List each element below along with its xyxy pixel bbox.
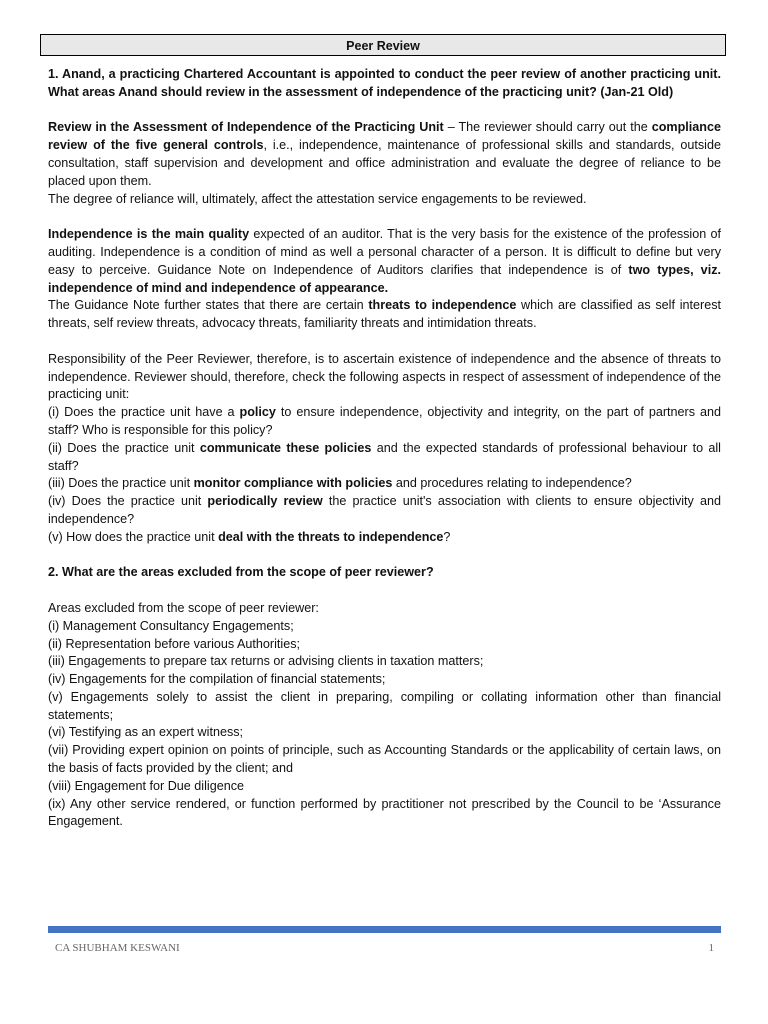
spacer: [48, 547, 721, 565]
spacer: [48, 333, 721, 351]
list-item: (i) Management Consultancy Engagements;: [48, 618, 294, 633]
question-2: 2. What are the areas excluded from the scope of peer reviewer?: [48, 565, 434, 580]
q1-paragraph-5: Responsibility of the Peer Reviewer, therefore, is to ascertain existence of independence and the absence of threats to independence. Reviewer should, therefore, check the following aspects in respect of assessment of independence of the practicing unit:: [48, 351, 721, 402]
text: The Guidance Note further states that there are certain: [48, 298, 369, 313]
text: (iii) Does the practice unit: [48, 476, 194, 491]
list-item: (v) Engagements solely to assist the client in preparing, compiling or collating information other than financial statements;: [48, 689, 721, 722]
bold-text: monitor compliance with policies: [193, 476, 393, 491]
list-item: (vii) Providing expert opinion on points of principle, such as Accounting Standards or the applicability of certain laws, on the basis of facts provided by the client; and: [48, 743, 721, 776]
bold-text: communicate these policies: [199, 440, 372, 455]
q1-item-5: [48, 529, 721, 547]
footer-divider: [48, 926, 721, 933]
q1-paragraph-3: [48, 226, 721, 297]
text: (i) Does the practice unit have a: [48, 405, 240, 420]
q1-item-3: [48, 475, 721, 493]
list-item: (viii) Engagement for Due diligence: [48, 778, 245, 793]
text: which are classified as self interest threats, self review threats, advocacy threats, familiarity threats and intimidation threats.: [48, 298, 721, 331]
q1-item-2: [48, 440, 721, 476]
text: the practice unit's association with clients to ensure objectivity and independence?: [48, 494, 721, 526]
text: expected of an auditor. That is the very basis for the existence of the profession of auditing. Independence is a condition of mind as well a personal character of a person. It is difficult to define but very easy to perceive. Guidance Note on Independence of Auditors clarifies that independence is of: [48, 227, 721, 277]
bold-text: deal with the threats to independence: [218, 529, 444, 544]
q2-intro: Areas excluded from the scope of peer reviewer:: [48, 600, 319, 615]
text: (v) How does the practice unit: [48, 529, 219, 544]
spacer: [48, 208, 721, 226]
page-number: 1: [708, 942, 714, 954]
q1-paragraph-1: [48, 119, 721, 190]
q1-item-1: [48, 404, 721, 440]
text: and the expected standards of professional behaviour to all staff?: [48, 440, 721, 473]
text: and procedures relating to independence?: [392, 476, 632, 491]
spacer: [48, 102, 721, 120]
bold-text: Independence is the main quality: [48, 227, 250, 242]
q1-item-4: [48, 493, 721, 529]
bold-text: policy: [239, 405, 276, 420]
bold-text: threats to independence: [368, 298, 517, 313]
bold-text: compliance review of the five general controls: [48, 120, 722, 153]
q1-paragraph-4: [48, 297, 721, 333]
q1-paragraph-2: The degree of reliance will, ultimately, affect the attestation service engagements to be reviewed.: [48, 191, 587, 206]
text: ?: [443, 529, 451, 544]
list-item: (ii) Representation before various Authorities;: [48, 636, 301, 651]
list-item: (iv) Engagements for the compilation of financial statements;: [48, 672, 386, 687]
list-item: (iii) Engagements to prepare tax returns or advising clients in taxation matters;: [48, 654, 484, 669]
text: to ensure independence, objectivity and integrity, on the part of partners and staff? Who is responsible for this policy?: [48, 405, 721, 437]
bold-text: two types, viz. independence of mind and independence of appearance.: [48, 262, 721, 295]
document-body: [48, 66, 721, 831]
bold-text: Review in the Assessment of Independence of the Practicing Unit: [48, 120, 444, 135]
footer-author: CA SHUBHAM KESWANI: [55, 942, 180, 954]
text: – The reviewer should carry out the: [443, 120, 652, 135]
spacer: [48, 582, 721, 600]
text: (iv) Does the practice unit: [48, 494, 208, 509]
text: , i.e., independence, maintenance of professional skills and standards, outside consultation, staff supervision and development and office administration and evaluate the degree of reliance to be placed upon them.: [48, 138, 721, 188]
question-1: 1. Anand, a practicing Chartered Accountant is appointed to conduct the peer review of another practicing unit. What areas Anand should review in the assessment of independence of the practicing unit? (Jan-21 Old): [48, 67, 721, 99]
list-item: (vi) Testifying as an expert witness;: [48, 725, 244, 740]
text: (ii) Does the practice unit: [48, 440, 200, 455]
page-title: Peer Review: [40, 34, 726, 56]
bold-text: periodically review: [207, 494, 323, 509]
list-item: (ix) Any other service rendered, or function performed by practitioner not prescribed by the Council to be ‘Assurance Engagement.: [48, 796, 721, 829]
